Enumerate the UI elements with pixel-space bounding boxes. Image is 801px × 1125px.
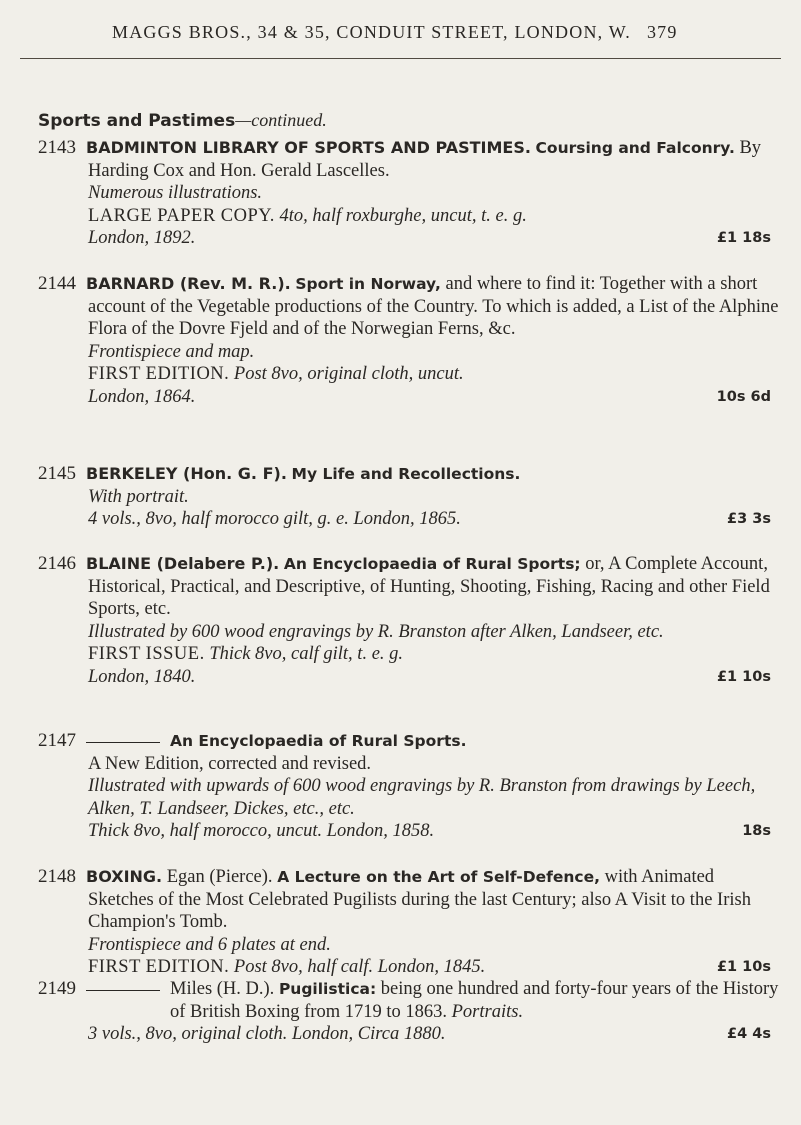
entry-imprint: London, 1858. — [326, 821, 435, 841]
entry-format: FIRST EDITION. — [88, 957, 230, 977]
entry-author: BERKELEY (Hon. G. F). — [86, 464, 287, 483]
entry-price: £1 10s — [716, 668, 771, 685]
entry-price: £1 18s — [716, 230, 771, 246]
entry-title: An Encyclopaedia of Rural Sports. — [170, 732, 467, 750]
entry-number: 2148 — [38, 866, 76, 887]
entry-number: 2143 — [38, 137, 76, 158]
entry-binding: Thick 8vo, calf gilt, t. e. g. — [209, 644, 404, 664]
entry-binding: Post 8vo, half calf. — [233, 957, 374, 977]
entry-imprint: London, 1840. — [88, 666, 196, 687]
entry-illustrations: Illustrated with upwards of 600 wood engravings by R. Branston from drawings by Leech, Alken, T. Landseer, Dickes, etc., etc. — [88, 776, 756, 819]
entry-price: £4 4s — [727, 1026, 771, 1042]
page-header — [112, 22, 781, 43]
entry-binding: 4 vols., 8vo, half morocco gilt, g. e. — [88, 509, 349, 529]
entry-number: 2146 — [38, 553, 76, 574]
entry-format: FIRST EDITION. — [88, 364, 230, 384]
entry-binding: 4to, half roxburghe, uncut, t. e. g. — [279, 205, 527, 226]
entry-price: 10s 6d — [716, 388, 771, 405]
entry-title: Pugilistica: — [278, 980, 377, 998]
entry-number: 2149 — [38, 978, 76, 999]
entry-imprint: London, 1845. — [377, 957, 486, 977]
entry-author: BARNARD (Rev. M. R.). — [86, 274, 291, 293]
entry-binding: 3 vols., 8vo, original cloth. — [88, 1024, 288, 1044]
entry-description: or, A Complete Account, Historical, Practical, and Descriptive, of Hunting, Shooting, Fishing, Racing and other Field Sports, etc. — [88, 554, 770, 619]
entry-description: with Animated Sketches of the Most Celebrated Pugilists during the last Century; also A Visit to the Irish Champion's Tomb. — [88, 867, 751, 932]
section-title: Sports and Pastimes — [38, 111, 236, 131]
entry-body — [86, 273, 779, 408]
entry-illustrations: Illustrated by 600 wood engravings by R. Branston after Alken, Landseer, etc. — [88, 621, 664, 642]
entry-price: £3 3s — [727, 511, 771, 527]
header-rule — [20, 58, 781, 59]
entry-illustrations: With portrait. — [88, 486, 189, 507]
entry-body — [86, 137, 779, 250]
entry-body — [86, 866, 779, 979]
entry-binding: Thick 8vo, half morocco, uncut. — [88, 821, 323, 841]
entry-body — [86, 553, 779, 688]
entry-illustrations: Portraits. — [451, 1001, 524, 1022]
entry-number: 2145 — [38, 463, 76, 484]
entry-author: BOXING. — [86, 867, 163, 886]
entry-author: BLAINE (Delabere P.). — [86, 554, 280, 573]
entry-illustrations: Frontispiece and map. — [88, 341, 255, 362]
entry-price: £1 10s — [716, 959, 771, 975]
entry-description: being one hundred and forty-four years of the History of British Boxing from 1719 to 1863. — [170, 979, 779, 1022]
entry-title: Coursing and Falconry. — [535, 139, 735, 157]
entry-body — [86, 463, 779, 531]
entry-format: LARGE PAPER COPY. — [88, 205, 275, 226]
entry-author-name: Egan (Pierce). — [166, 867, 273, 887]
entry-description: and where to find it: Together with a short account of the Vegetable productions of the Country. To which is added, a List of the Alphine Flora of the Dovre Fjeld and of the Norwegian Ferns, &c. — [88, 274, 779, 339]
page-number: 379 — [646, 22, 678, 42]
entry-imprint: London, 1864. — [88, 386, 196, 407]
entry-imprint: London, 1892. — [88, 228, 196, 248]
entry-body — [86, 730, 779, 843]
entry-title: A Lecture on the Art of Self-Defence, — [277, 868, 600, 886]
entry-number: 2144 — [38, 273, 76, 294]
entry-illustrations: Frontispiece and 6 plates at end. — [88, 934, 331, 955]
entry-imprint: London, 1865. — [353, 509, 461, 529]
publisher-line: MAGGS BROS., 34 & 35, CONDUIT STREET, LONDON, W. — [112, 22, 631, 42]
entry-price: 18s — [742, 823, 771, 839]
entry-description: A New Edition, corrected and revised. — [88, 753, 372, 774]
entry-title: Sport in Norway, — [295, 275, 441, 293]
entry-author-name: Miles (H. D.). — [170, 979, 275, 999]
entry-title: My Life and Recollections. — [291, 465, 521, 483]
entry-illustrations: Numerous illustrations. — [88, 183, 263, 203]
entry-title: An Encyclopaedia of Rural Sports; — [283, 555, 581, 573]
entry-description: By Harding Cox and Hon. Gerald Lascelles. — [88, 138, 762, 181]
entry-body — [86, 978, 779, 1046]
entry-imprint: London, Circa 1880. — [292, 1024, 446, 1044]
entry-number: 2147 — [38, 730, 76, 751]
section-heading — [38, 110, 327, 131]
entry-format: FIRST ISSUE. — [88, 644, 205, 664]
section-continued: —continued. — [235, 110, 327, 130]
entry-binding: Post 8vo, original cloth, uncut. — [233, 364, 464, 384]
entry-author: BADMINTON LIBRARY OF SPORTS AND PASTIMES. — [86, 138, 531, 157]
